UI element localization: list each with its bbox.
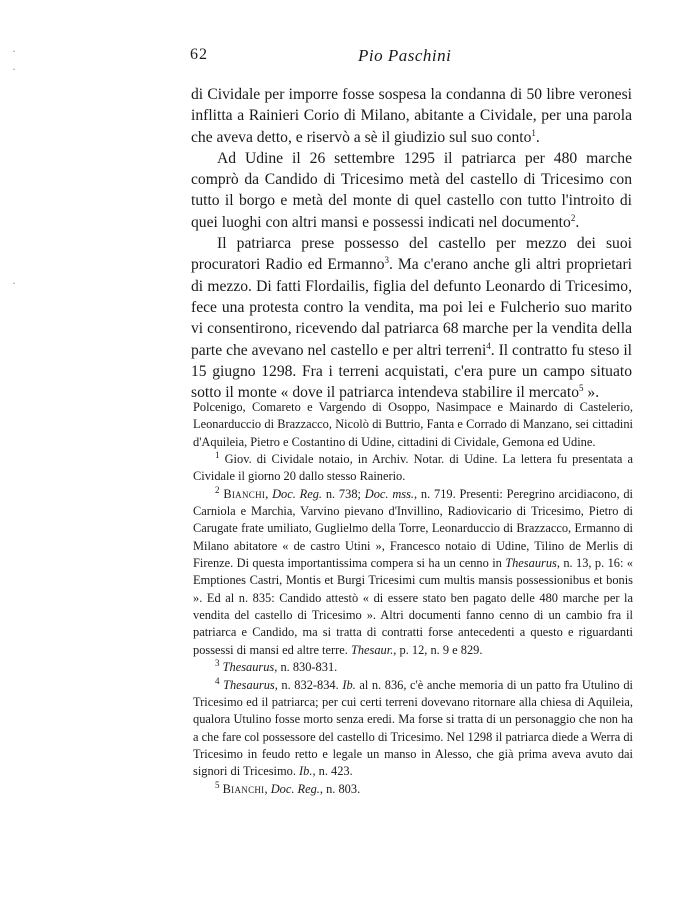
margin-speck: · xyxy=(12,44,16,58)
footnote-2: $^2$ Bianchi, Doc. Reg. n. 738; Doc. mss., n. 719. Presenti: Peregrino arcidiacono, di Carniola e Marchia, Varvino pievano d'Invillino, Radiovicario di Tricesimo, Pietro di Carugate frate umiliato, Guglielmo della Torre, Leonarduccio di Brazzacco, Ermanno di Milano abitatore « de castro Utini », Francesco notaio di Udine, Tilino de Merlis di Firenze. Di questa importantissima compera si ha un cenno in Thesaurus, n. 13, p. 16: « Emptiones Castri, Montis et Burgi Tricesimi cum multis mansis possessionibus et bonis ». Ed al n. 835: Candido attestò « di essere stato ben pagato delle 480 marche per la vendita del castello di Tricesimo ». Altri documenti fanno cenno di un cambio fra il patriarca e Candido, ma si tratta di contratti forse antecedenti a questo e riguardanti possessi di mansi ed altre terre. Thesaur., p. 12, n. 9 e 829. xyxy=(193,484,633,657)
footnote-ref: 4 xyxy=(486,340,491,351)
page-header xyxy=(0,46,697,70)
footnote-3: $^3$ Thesaurus, n. 830-831. xyxy=(215,658,338,675)
footnote-4: $^4$ Thesaurus, n. 832-834. Ib. al n. 836, c'è anche memoria di un patto fra Utulino di Tricesimo ed il patriarca; per cui certi terreni dovevano ritornare alla chiesa di Aquileia, qualora Utulino fosse morto senza eredi. Ma forse si tratta di un personaggio che non ha a che fare col possessore del castello di Tricesimo. Nel 1298 il patriarca diede a Werra di Tricesimo in feudo retto e legale un manso in Alesso, che già prima aveva avuto dai signori di Tricesimo. Ib., n. 423. xyxy=(193,675,633,779)
footnote-ref: 1 xyxy=(531,127,536,138)
body-paragraph-1: di Cividale per imporre fosse sospesa la condanna di 50 libre veronesi inflitta a Rainieri Corio di Milano, abitante a Cividale, per una parola che aveva detto, e riservò a sè il giudizio sul suo conto$^1$. xyxy=(191,86,632,146)
margin-speck: · xyxy=(12,62,16,76)
body-paragraph-2: Ad Udine il 26 settembre 1295 il patriarca per 480 marche comprò da Candido di Tricesimo metà del castello di Tricesimo con tutto il borgo e metà del monte di quel castello con tutto l'introito di quei luoghi con altri mansi e possessi indicati nel documento$^2$. xyxy=(191,149,632,231)
main-text xyxy=(191,84,632,403)
footnotes xyxy=(193,399,633,798)
margin-speck: · xyxy=(12,276,16,290)
footnote-ref: 3 xyxy=(384,255,389,266)
running-head: Pio Paschini xyxy=(358,46,452,65)
footnote-ref: 5 xyxy=(579,382,584,393)
footnote-1: $^1$ Giov. di Cividale notaio, in Archiv. Notar. di Udine. La lettera fu presentata a Cividale il giorno 20 dallo stesso Rainerio. xyxy=(193,449,633,484)
page-number: 62 xyxy=(190,46,208,63)
footnote-5: $^5$ Bianchi, Doc. Reg., n. 803. xyxy=(215,779,361,796)
footnote-continuation: Polcenigo, Comareto e Vargendo di Osoppo, Nasimpace e Mainardo di Castelerio, Leonarduccio di Brazzacco, Nicolò di Buttrio, Fanta e Corrado di Manzano, sei cittadini d'Aquileia, Pietro e Costantino di Udine, cittadini di Cividale, Gemona ed Udine. xyxy=(193,400,633,449)
footnote-ref: 2 xyxy=(570,212,576,223)
body-paragraph-3: Il patriarca prese possesso del castello per mezzo dei suoi procuratori Radio ed Ermanno$^3$. Ma c'erano anche gli altri proprietari di mezzo. Di fatti Flordailis, figlia del defunto Leonardo di Tricesimo, fece una protesta contro la vendita, ma poi lei e Fulcherio suo marito vi consentirono, ricevendo dal patriarca 68 marche per la vendita della parte che avevano nel castello e per altri terreni$^4$. Il contratto fu steso il 15 giugno 1298. Fra i terreni acquistati, c'era pure un campo situato sotto il monte « dove il patriarca intendeva stabilire il mercato$^5$ ». xyxy=(191,235,632,402)
